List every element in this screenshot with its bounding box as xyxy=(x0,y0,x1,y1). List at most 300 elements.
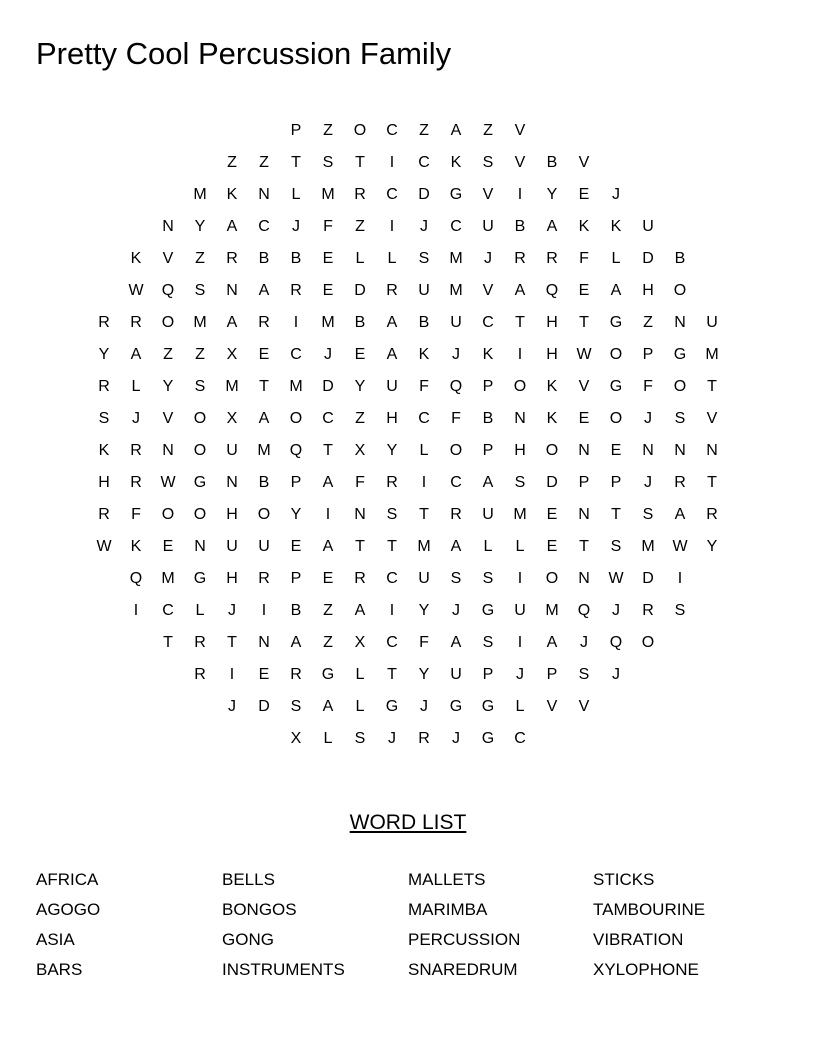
grid-letter[interactable]: V xyxy=(162,410,174,427)
grid-letter[interactable]: S xyxy=(322,154,334,171)
grid-letter[interactable]: R xyxy=(194,634,206,651)
grid-letter[interactable]: D xyxy=(418,186,430,203)
grid-letter[interactable]: L xyxy=(355,698,365,715)
grid-letter[interactable]: R xyxy=(98,378,110,395)
grid-letter[interactable]: S xyxy=(578,666,590,683)
grid-letter[interactable]: O xyxy=(609,410,623,427)
grid-letter[interactable]: S xyxy=(482,634,494,651)
grid-letter[interactable]: P xyxy=(290,474,302,491)
grid-letter[interactable]: J xyxy=(612,186,620,203)
grid-letter[interactable]: Z xyxy=(259,154,269,171)
grid-letter[interactable]: N xyxy=(674,314,686,331)
grid-letter[interactable]: S xyxy=(642,506,654,523)
grid-letter[interactable]: L xyxy=(419,442,429,459)
grid-letter[interactable]: R xyxy=(386,282,398,299)
grid-letter[interactable]: C xyxy=(386,634,398,651)
grid-letter[interactable]: I xyxy=(133,602,139,619)
grid-letter[interactable]: M xyxy=(449,282,463,299)
grid-letter[interactable]: R xyxy=(258,570,270,587)
grid-letter[interactable]: E xyxy=(290,538,302,555)
grid-letter[interactable]: E xyxy=(322,570,334,587)
grid-letter[interactable]: O xyxy=(545,442,559,459)
grid-letter[interactable]: T xyxy=(515,314,525,331)
grid-letter[interactable]: J xyxy=(132,410,140,427)
grid-letter[interactable]: K xyxy=(482,346,494,363)
grid-letter[interactable]: Y xyxy=(354,378,366,395)
grid-letter[interactable]: Q xyxy=(609,634,623,651)
grid-letter[interactable]: K xyxy=(546,410,558,427)
grid-letter[interactable]: K xyxy=(98,442,110,459)
grid-letter[interactable]: B xyxy=(418,314,430,331)
grid-letter[interactable]: K xyxy=(130,538,142,555)
grid-letter[interactable]: W xyxy=(160,474,176,491)
grid-letter[interactable]: Y xyxy=(290,506,302,523)
grid-letter[interactable]: B xyxy=(514,218,526,235)
grid-letter[interactable]: M xyxy=(321,314,335,331)
grid-letter[interactable]: B xyxy=(290,602,302,619)
grid-letter[interactable]: R xyxy=(98,506,110,523)
grid-letter[interactable]: N xyxy=(578,570,590,587)
grid-letter[interactable]: W xyxy=(96,538,112,555)
grid-letter[interactable]: M xyxy=(513,506,527,523)
grid-letter[interactable]: P xyxy=(482,378,494,395)
grid-letter[interactable]: M xyxy=(225,378,239,395)
grid-letter[interactable]: R xyxy=(226,250,238,267)
grid-letter[interactable]: W xyxy=(672,538,688,555)
grid-letter[interactable]: I xyxy=(389,218,395,235)
grid-letter[interactable]: B xyxy=(258,474,270,491)
grid-letter[interactable]: I xyxy=(229,666,235,683)
grid-letter[interactable]: O xyxy=(161,314,175,331)
grid-letter[interactable]: K xyxy=(418,346,430,363)
grid-letter[interactable]: B xyxy=(482,410,494,427)
grid-letter[interactable]: C xyxy=(322,410,334,427)
grid-letter[interactable]: Y xyxy=(386,442,398,459)
grid-letter[interactable]: U xyxy=(450,314,462,331)
grid-letter[interactable]: C xyxy=(450,474,462,491)
grid-letter[interactable]: A xyxy=(514,282,526,299)
grid-letter[interactable]: Z xyxy=(323,122,333,139)
grid-letter[interactable]: N xyxy=(514,410,526,427)
grid-letter[interactable]: H xyxy=(98,474,110,491)
grid-letter[interactable]: S xyxy=(194,282,206,299)
grid-letter[interactable]: I xyxy=(677,570,683,587)
grid-letter[interactable]: A xyxy=(258,410,270,427)
grid-letter[interactable]: B xyxy=(674,250,686,267)
grid-letter[interactable]: A xyxy=(386,314,398,331)
grid-letter[interactable]: T xyxy=(259,378,269,395)
grid-letter[interactable]: F xyxy=(579,250,589,267)
grid-letter[interactable]: K xyxy=(130,250,142,267)
grid-letter[interactable]: A xyxy=(258,282,270,299)
grid-letter[interactable]: A xyxy=(354,602,366,619)
grid-letter[interactable]: Y xyxy=(98,346,110,363)
grid-letter[interactable]: O xyxy=(673,378,687,395)
grid-letter[interactable]: S xyxy=(674,602,686,619)
grid-letter[interactable]: E xyxy=(354,346,366,363)
grid-letter[interactable]: R xyxy=(290,282,302,299)
grid-letter[interactable]: Z xyxy=(483,122,493,139)
grid-letter[interactable]: Z xyxy=(355,410,365,427)
grid-letter[interactable]: C xyxy=(258,218,270,235)
grid-letter[interactable]: B xyxy=(290,250,302,267)
grid-letter[interactable]: S xyxy=(354,730,366,747)
grid-letter[interactable]: M xyxy=(417,538,431,555)
grid-letter[interactable]: M xyxy=(193,314,207,331)
grid-letter[interactable]: G xyxy=(193,570,207,587)
grid-letter[interactable]: V xyxy=(546,698,558,715)
grid-letter[interactable]: D xyxy=(642,250,654,267)
grid-letter[interactable]: C xyxy=(450,218,462,235)
grid-letter[interactable]: A xyxy=(450,634,462,651)
grid-letter[interactable]: Y xyxy=(418,602,430,619)
grid-letter[interactable]: Z xyxy=(227,154,237,171)
grid-letter[interactable]: P xyxy=(482,666,494,683)
grid-letter[interactable]: N xyxy=(226,474,238,491)
grid-letter[interactable]: S xyxy=(290,698,302,715)
grid-letter[interactable]: R xyxy=(514,250,526,267)
grid-letter[interactable]: V xyxy=(482,282,494,299)
grid-letter[interactable]: C xyxy=(386,186,398,203)
grid-letter[interactable]: Q xyxy=(161,282,175,299)
grid-letter[interactable]: A xyxy=(546,218,558,235)
grid-letter[interactable]: Z xyxy=(419,122,429,139)
grid-letter[interactable]: W xyxy=(128,282,144,299)
grid-letter[interactable]: X xyxy=(354,634,366,651)
grid-letter[interactable]: T xyxy=(323,442,333,459)
grid-letter[interactable]: U xyxy=(226,538,238,555)
grid-letter[interactable]: T xyxy=(707,378,717,395)
grid-letter[interactable]: S xyxy=(98,410,110,427)
grid-letter[interactable]: C xyxy=(386,570,398,587)
grid-letter[interactable]: N xyxy=(162,218,174,235)
grid-letter[interactable]: H xyxy=(514,442,526,459)
grid-letter[interactable]: R xyxy=(354,570,366,587)
grid-letter[interactable]: N xyxy=(674,442,686,459)
grid-letter[interactable]: I xyxy=(517,186,523,203)
grid-letter[interactable]: A xyxy=(674,506,686,523)
grid-letter[interactable]: V xyxy=(706,410,718,427)
grid-letter[interactable]: G xyxy=(449,698,463,715)
grid-letter[interactable]: O xyxy=(513,378,527,395)
grid-letter[interactable]: R xyxy=(290,666,302,683)
grid-letter[interactable]: H xyxy=(226,570,238,587)
grid-letter[interactable]: U xyxy=(514,602,526,619)
grid-letter[interactable]: R xyxy=(386,474,398,491)
grid-letter[interactable]: I xyxy=(293,314,299,331)
grid-letter[interactable]: G xyxy=(609,314,623,331)
grid-letter[interactable]: J xyxy=(228,698,236,715)
grid-letter[interactable]: N xyxy=(258,634,270,651)
grid-letter[interactable]: V xyxy=(578,698,590,715)
grid-letter[interactable]: N xyxy=(354,506,366,523)
grid-letter[interactable]: M xyxy=(321,186,335,203)
grid-letter[interactable]: L xyxy=(195,602,205,619)
grid-letter[interactable]: R xyxy=(130,442,142,459)
grid-letter[interactable]: T xyxy=(707,474,717,491)
grid-letter[interactable]: N xyxy=(578,442,590,459)
grid-letter[interactable]: W xyxy=(608,570,624,587)
grid-letter[interactable]: V xyxy=(578,154,590,171)
grid-letter[interactable]: A xyxy=(386,346,398,363)
grid-letter[interactable]: S xyxy=(482,570,494,587)
grid-letter[interactable]: G xyxy=(673,346,687,363)
grid-letter[interactable]: E xyxy=(258,666,270,683)
grid-letter[interactable]: T xyxy=(355,154,365,171)
grid-letter[interactable]: E xyxy=(578,410,590,427)
grid-letter[interactable]: D xyxy=(258,698,270,715)
grid-letter[interactable]: E xyxy=(322,250,334,267)
grid-letter[interactable]: D xyxy=(354,282,366,299)
grid-letter[interactable]: G xyxy=(481,730,495,747)
grid-letter[interactable]: H xyxy=(226,506,238,523)
grid-letter[interactable]: R xyxy=(194,666,206,683)
grid-letter[interactable]: L xyxy=(291,186,301,203)
grid-letter[interactable]: S xyxy=(194,378,206,395)
grid-letter[interactable]: T xyxy=(163,634,173,651)
grid-letter[interactable]: U xyxy=(226,442,238,459)
grid-letter[interactable]: T xyxy=(355,538,365,555)
grid-letter[interactable]: Q xyxy=(449,378,463,395)
grid-letter[interactable]: H xyxy=(546,346,558,363)
grid-letter[interactable]: X xyxy=(354,442,366,459)
grid-letter[interactable]: Y xyxy=(194,218,206,235)
grid-letter[interactable]: D xyxy=(322,378,334,395)
grid-letter[interactable]: O xyxy=(609,346,623,363)
grid-letter[interactable]: S xyxy=(386,506,398,523)
grid-letter[interactable]: E xyxy=(162,538,174,555)
grid-letter[interactable]: Z xyxy=(163,346,173,363)
grid-letter[interactable]: U xyxy=(482,506,494,523)
grid-letter[interactable]: I xyxy=(517,634,523,651)
grid-letter[interactable]: A xyxy=(322,698,334,715)
grid-letter[interactable]: N xyxy=(226,282,238,299)
grid-letter[interactable]: J xyxy=(484,250,492,267)
grid-letter[interactable]: T xyxy=(387,538,397,555)
grid-letter[interactable]: J xyxy=(580,634,588,651)
grid-letter[interactable]: Q xyxy=(129,570,143,587)
grid-letter[interactable]: P xyxy=(290,122,302,139)
grid-letter[interactable]: Q xyxy=(577,602,591,619)
grid-letter[interactable]: E xyxy=(578,282,590,299)
grid-letter[interactable]: U xyxy=(418,570,430,587)
grid-letter[interactable]: A xyxy=(322,474,334,491)
grid-letter[interactable]: R xyxy=(706,506,718,523)
grid-letter[interactable]: Z xyxy=(323,634,333,651)
grid-letter[interactable]: T xyxy=(227,634,237,651)
grid-letter[interactable]: U xyxy=(642,218,654,235)
grid-letter[interactable]: J xyxy=(324,346,332,363)
grid-letter[interactable]: I xyxy=(325,506,331,523)
grid-letter[interactable]: A xyxy=(450,122,462,139)
grid-letter[interactable]: J xyxy=(420,218,428,235)
grid-letter[interactable]: A xyxy=(546,634,558,651)
grid-letter[interactable]: N xyxy=(706,442,718,459)
grid-letter[interactable]: L xyxy=(611,250,621,267)
grid-letter[interactable]: C xyxy=(162,602,174,619)
grid-letter[interactable]: U xyxy=(418,282,430,299)
grid-letter[interactable]: L xyxy=(515,538,525,555)
grid-letter[interactable]: T xyxy=(419,506,429,523)
grid-letter[interactable]: C xyxy=(418,410,430,427)
grid-letter[interactable]: Y xyxy=(546,186,558,203)
grid-letter[interactable]: V xyxy=(514,122,526,139)
grid-letter[interactable]: J xyxy=(292,218,300,235)
grid-letter[interactable]: F xyxy=(323,218,333,235)
grid-letter[interactable]: G xyxy=(321,666,335,683)
grid-letter[interactable]: L xyxy=(355,250,365,267)
grid-letter[interactable]: H xyxy=(386,410,398,427)
grid-letter[interactable]: S xyxy=(610,538,622,555)
grid-letter[interactable]: M xyxy=(289,378,303,395)
grid-letter[interactable]: M xyxy=(449,250,463,267)
grid-letter[interactable]: I xyxy=(517,346,523,363)
grid-letter[interactable]: Y xyxy=(418,666,430,683)
grid-letter[interactable]: V xyxy=(578,378,590,395)
grid-letter[interactable]: P xyxy=(642,346,654,363)
grid-letter[interactable]: Z xyxy=(323,602,333,619)
grid-letter[interactable]: R xyxy=(130,474,142,491)
grid-letter[interactable]: O xyxy=(193,410,207,427)
grid-letter[interactable]: O xyxy=(353,122,367,139)
grid-letter[interactable]: R xyxy=(130,314,142,331)
grid-letter[interactable]: P xyxy=(578,474,590,491)
grid-letter[interactable]: L xyxy=(323,730,333,747)
grid-letter[interactable]: M xyxy=(641,538,655,555)
grid-letter[interactable]: F xyxy=(451,410,461,427)
grid-letter[interactable]: E xyxy=(546,538,558,555)
grid-letter[interactable]: I xyxy=(389,602,395,619)
grid-letter[interactable]: C xyxy=(482,314,494,331)
grid-letter[interactable]: J xyxy=(388,730,396,747)
grid-letter[interactable]: O xyxy=(449,442,463,459)
grid-letter[interactable]: M xyxy=(161,570,175,587)
grid-letter[interactable]: L xyxy=(483,538,493,555)
grid-letter[interactable]: J xyxy=(644,410,652,427)
grid-letter[interactable]: K xyxy=(450,154,462,171)
grid-letter[interactable]: J xyxy=(452,346,460,363)
grid-letter[interactable]: P xyxy=(482,442,494,459)
grid-letter[interactable]: G xyxy=(481,698,495,715)
grid-letter[interactable]: L xyxy=(131,378,141,395)
grid-letter[interactable]: A xyxy=(290,634,302,651)
grid-letter[interactable]: Z xyxy=(355,218,365,235)
grid-letter[interactable]: C xyxy=(418,154,430,171)
grid-letter[interactable]: A xyxy=(322,538,334,555)
grid-letter[interactable]: R xyxy=(546,250,558,267)
grid-letter[interactable]: H xyxy=(546,314,558,331)
grid-letter[interactable]: F xyxy=(131,506,141,523)
grid-letter[interactable]: L xyxy=(515,698,525,715)
grid-letter[interactable]: U xyxy=(706,314,718,331)
grid-letter[interactable]: N xyxy=(194,538,206,555)
grid-letter[interactable]: E xyxy=(322,282,334,299)
grid-letter[interactable]: G xyxy=(609,378,623,395)
grid-letter[interactable]: U xyxy=(258,538,270,555)
grid-letter[interactable]: O xyxy=(257,506,271,523)
grid-letter[interactable]: S xyxy=(450,570,462,587)
grid-letter[interactable]: K xyxy=(226,186,238,203)
grid-letter[interactable]: O xyxy=(673,282,687,299)
grid-letter[interactable]: G xyxy=(385,698,399,715)
grid-letter[interactable]: D xyxy=(642,570,654,587)
grid-letter[interactable]: I xyxy=(261,602,267,619)
grid-letter[interactable]: A xyxy=(226,218,238,235)
grid-letter[interactable]: J xyxy=(452,730,460,747)
grid-letter[interactable]: X xyxy=(226,410,238,427)
grid-letter[interactable]: I xyxy=(421,474,427,491)
grid-letter[interactable]: S xyxy=(482,154,494,171)
grid-letter[interactable]: A xyxy=(610,282,622,299)
grid-letter[interactable]: P xyxy=(290,570,302,587)
grid-letter[interactable]: J xyxy=(420,698,428,715)
grid-letter[interactable]: F xyxy=(355,474,365,491)
grid-letter[interactable]: M xyxy=(545,602,559,619)
grid-letter[interactable]: J xyxy=(228,602,236,619)
grid-letter[interactable]: A xyxy=(450,538,462,555)
grid-letter[interactable]: X xyxy=(290,730,302,747)
grid-letter[interactable]: A xyxy=(130,346,142,363)
grid-letter[interactable]: T xyxy=(387,666,397,683)
grid-letter[interactable]: J xyxy=(644,474,652,491)
grid-letter[interactable]: K xyxy=(610,218,622,235)
grid-letter[interactable]: G xyxy=(193,474,207,491)
grid-letter[interactable]: Y xyxy=(162,378,174,395)
grid-letter[interactable]: I xyxy=(389,154,395,171)
grid-letter[interactable]: G xyxy=(449,186,463,203)
grid-letter[interactable]: O xyxy=(289,410,303,427)
grid-letter[interactable]: R xyxy=(674,474,686,491)
grid-letter[interactable]: F xyxy=(419,378,429,395)
grid-letter[interactable]: E xyxy=(578,186,590,203)
grid-letter[interactable]: M xyxy=(257,442,271,459)
grid-letter[interactable]: E xyxy=(258,346,270,363)
grid-letter[interactable]: F xyxy=(419,634,429,651)
grid-letter[interactable]: T xyxy=(611,506,621,523)
grid-letter[interactable]: R xyxy=(354,186,366,203)
grid-letter[interactable]: I xyxy=(517,570,523,587)
grid-letter[interactable]: R xyxy=(642,602,654,619)
grid-letter[interactable]: B xyxy=(258,250,270,267)
grid-letter[interactable]: L xyxy=(387,250,397,267)
grid-letter[interactable]: M xyxy=(193,186,207,203)
grid-letter[interactable]: B xyxy=(354,314,366,331)
grid-letter[interactable]: K xyxy=(546,378,558,395)
grid-letter[interactable]: J xyxy=(452,602,460,619)
grid-letter[interactable]: R xyxy=(98,314,110,331)
grid-letter[interactable]: U xyxy=(482,218,494,235)
grid-letter[interactable]: Y xyxy=(706,538,718,555)
grid-letter[interactable]: J xyxy=(612,602,620,619)
grid-letter[interactable]: L xyxy=(355,666,365,683)
grid-letter[interactable]: C xyxy=(386,122,398,139)
grid-letter[interactable]: E xyxy=(610,442,622,459)
grid-letter[interactable]: Z xyxy=(195,346,205,363)
grid-letter[interactable]: T xyxy=(579,538,589,555)
grid-letter[interactable]: Z xyxy=(195,250,205,267)
grid-letter[interactable]: U xyxy=(386,378,398,395)
grid-letter[interactable]: S xyxy=(418,250,430,267)
grid-letter[interactable]: P xyxy=(546,666,558,683)
grid-letter[interactable]: A xyxy=(482,474,494,491)
grid-letter[interactable]: C xyxy=(290,346,302,363)
grid-letter[interactable]: V xyxy=(482,186,494,203)
grid-letter[interactable]: K xyxy=(578,218,590,235)
grid-letter[interactable]: T xyxy=(291,154,301,171)
grid-letter[interactable]: N xyxy=(162,442,174,459)
grid-letter[interactable]: Z xyxy=(643,314,653,331)
grid-letter[interactable]: J xyxy=(516,666,524,683)
